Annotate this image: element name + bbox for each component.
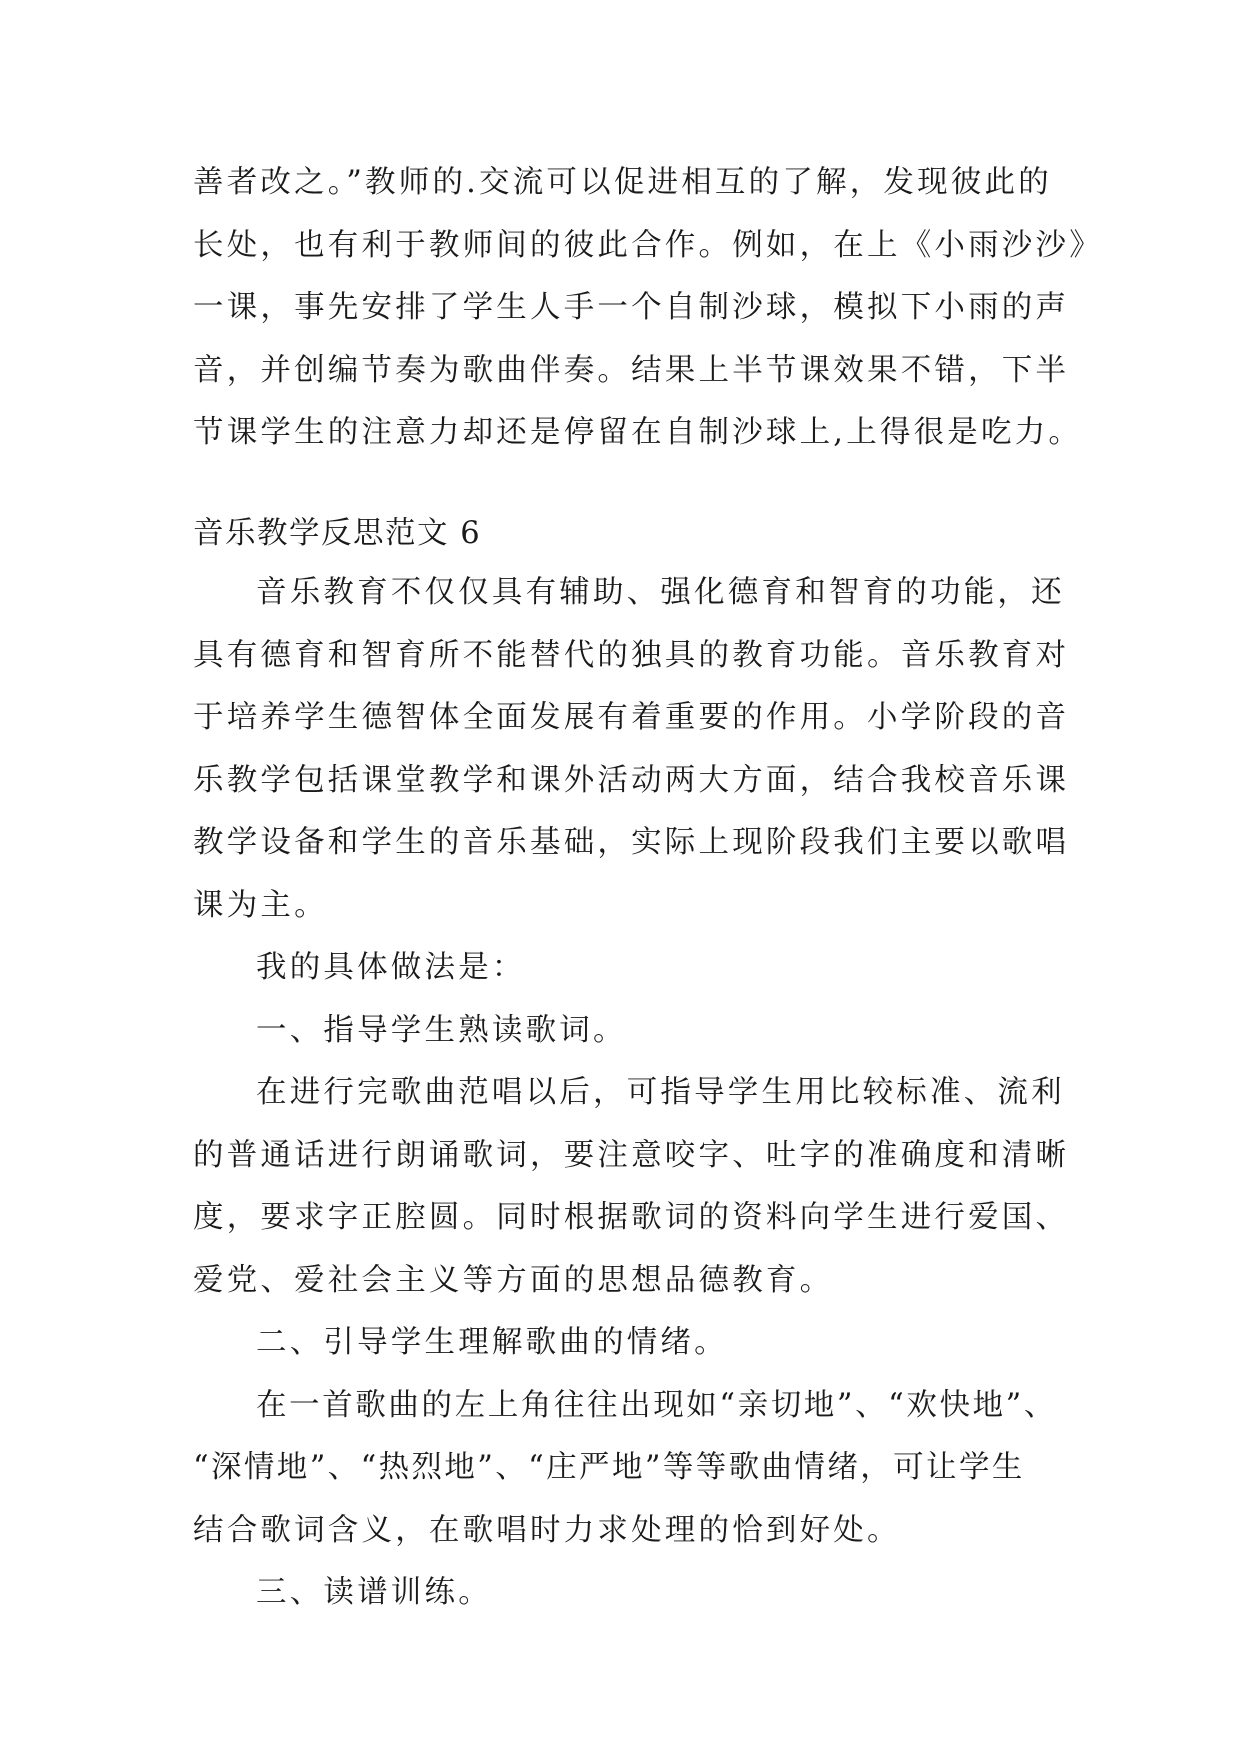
para1-line-2: 具有德育和智育所不能替代的独具的教育功能。音乐教育对	[193, 638, 1070, 673]
point2-line-1: 在一首歌曲的左上角往往出现如“亲切地”、“欢快地”、	[256, 1388, 1057, 1423]
intro-line-2: 长处，也有利于教师间的彼此合作。例如，在上《小雨沙沙》	[193, 228, 1103, 263]
point1-title: 一、指导学生熟读歌词。	[256, 1013, 627, 1048]
intro-line-5: 节课学生的注意力却还是停留在自制沙球上,上得很是吃力。	[193, 415, 1083, 450]
point2-title: 二、引导学生理解歌曲的情绪。	[256, 1325, 728, 1360]
section-title: 音乐教学反思范文 6	[193, 516, 482, 551]
method-intro: 我的具体做法是：	[256, 950, 526, 985]
point1-line-4: 爱党、爱社会主义等方面的思想品德教育。	[193, 1263, 834, 1298]
intro-line-4: 音，并创编节奏为歌曲伴奏。结果上半节课效果不错，下半	[193, 353, 1070, 388]
para1-line-6: 课为主。	[193, 888, 328, 923]
point2-line-3: 结合歌词含义，在歌唱时力求处理的恰到好处。	[193, 1513, 901, 1548]
para1-line-5: 教学设备和学生的音乐基础，实际上现阶段我们主要以歌唱	[193, 825, 1070, 860]
para1-line-3: 于培养学生德智体全面发展有着重要的作用。小学阶段的音	[193, 700, 1070, 735]
point1-line-1: 在进行完歌曲范唱以后，可指导学生用比较标准、流利	[256, 1075, 1065, 1110]
intro-line-3: 一课，事先安排了学生人手一个自制沙球，模拟下小雨的声	[193, 290, 1070, 325]
intro-line-1: 善者改之。”教师的.交流可以促进相互的了解，发现彼此的	[193, 165, 1052, 200]
para1-line-1: 音乐教育不仅仅具有辅助、强化德育和智育的功能，还	[256, 575, 1065, 610]
point1-line-2: 的普通话进行朗诵歌词，要注意咬字、吐字的准确度和清晰	[193, 1138, 1070, 1173]
para1-line-4: 乐教学包括课堂教学和课外活动两大方面，结合我校音乐课	[193, 763, 1070, 798]
point3-title: 三、读谱训练。	[256, 1575, 492, 1610]
point1-line-3: 度，要求字正腔圆。同时根据歌词的资料向学生进行爱国、	[193, 1200, 1070, 1235]
point2-line-2: “深情地”、“热烈地”、“庄严地”等等歌曲情绪，可让学生	[193, 1450, 1025, 1485]
